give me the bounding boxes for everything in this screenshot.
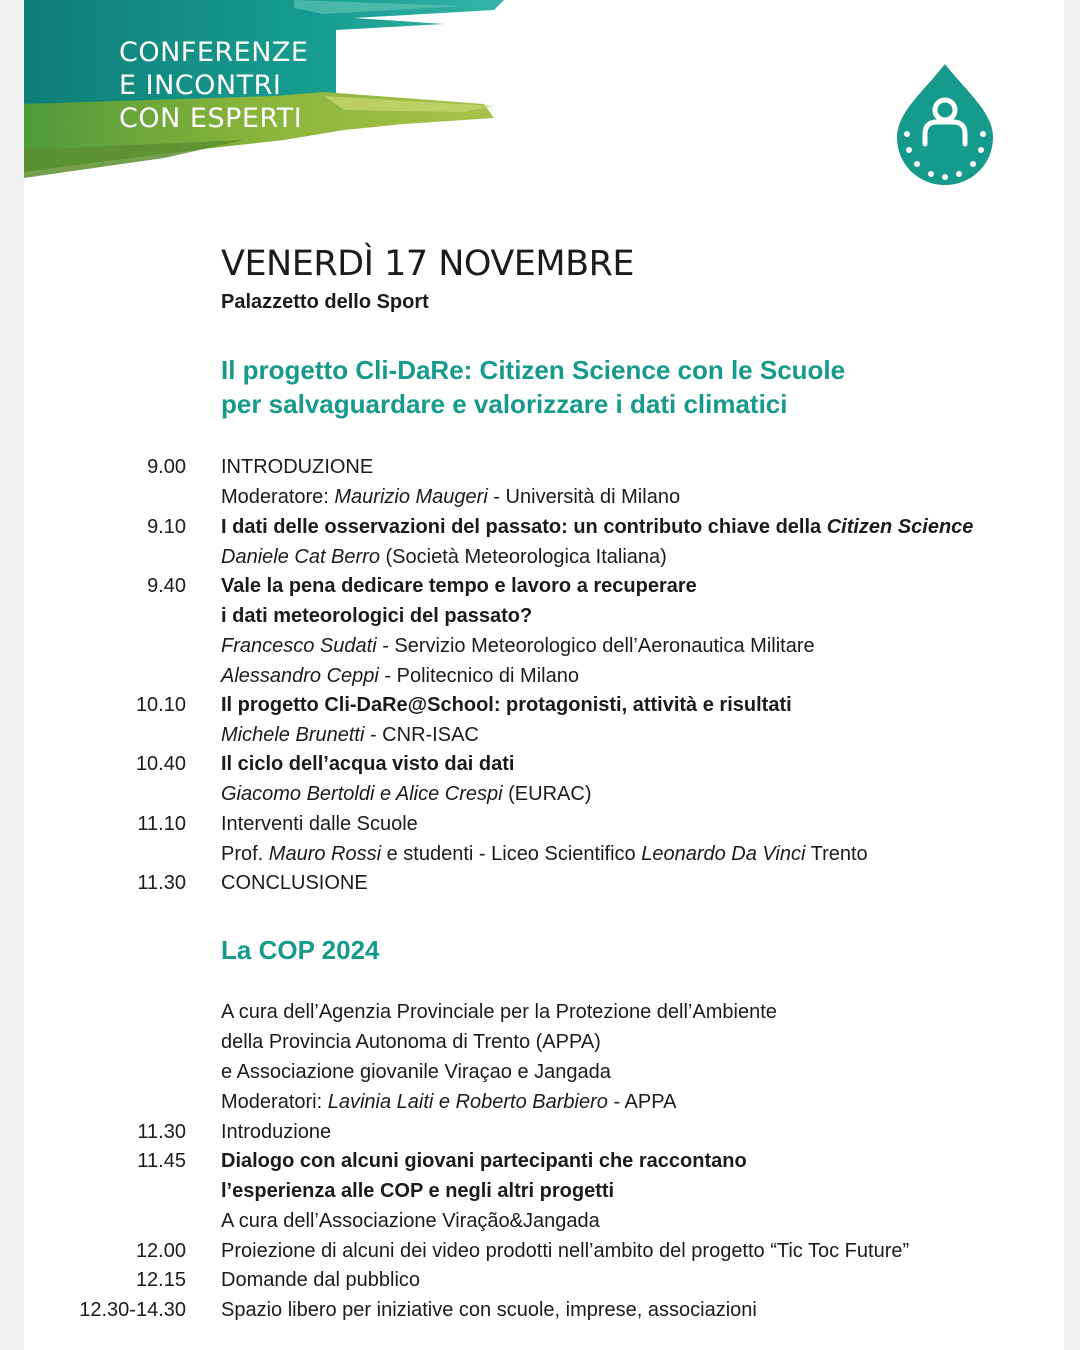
session-title: Dialogo con alcuni giovani partecipanti che raccontano — [221, 1150, 747, 1172]
moderator-line — [221, 1087, 676, 1117]
school-name: Leonardo Da Vinci — [641, 843, 806, 865]
speaker-org: - CNR-ISAC — [364, 724, 479, 746]
speaker-name: Francesco Sudati — [221, 635, 377, 657]
schedule-row — [0, 1295, 1060, 1325]
session-title: l’esperienza alle COP e negli altri progetti — [221, 1180, 615, 1202]
speaker-line — [221, 631, 815, 661]
speaker-org: (Società Meteorologica Italiana) — [379, 546, 667, 568]
speaker-org: e studenti - Liceo Scientifico — [381, 843, 642, 865]
session-title — [221, 512, 973, 542]
speaker-line — [221, 779, 591, 809]
curated-text: e Associazione giovanile Viraçao e Jangada — [221, 1061, 611, 1083]
schedule-time: 9.00 — [147, 456, 186, 478]
speaker-org: - Politecnico di Milano — [378, 665, 579, 687]
schedule-time: 12.00 — [135, 1240, 186, 1262]
speaker-name: Daniele Cat Berro — [221, 546, 380, 568]
schedule-row — [0, 1117, 1060, 1147]
schedule-time: 9.40 — [147, 575, 186, 597]
schedule-row — [0, 1236, 1060, 1266]
schedule-row — [0, 1206, 1060, 1236]
schedule-time: 10.10 — [135, 694, 186, 716]
schedule-row — [0, 571, 1060, 601]
session-title: Proiezione di alcuni dei video prodotti nell’ambito del progetto “Tic Toc Future” — [221, 1240, 910, 1262]
moderator-org: - Università di Milano — [487, 486, 681, 508]
schedule-row — [0, 661, 1060, 691]
speaker-line — [221, 839, 868, 869]
schedule-row — [0, 542, 1060, 572]
section-title-cop: La COP 2024 — [221, 935, 380, 965]
banner-title-line: CON ESPERTI — [119, 103, 303, 134]
curated-text: della Provincia Autonoma di Trento (APPA) — [221, 1031, 601, 1053]
schedule-time: 11.10 — [137, 813, 186, 835]
session-title-text: I dati delle osservazioni del passato: un contributo chiave della — [221, 516, 827, 538]
section-title-line: per salvaguardare e valorizzare i dati climatici — [221, 389, 788, 419]
session-title: Interventi dalle Scuole — [221, 813, 418, 835]
schedule-time: 11.30 — [137, 1121, 186, 1143]
moderator-row — [0, 1087, 1060, 1117]
session-title-italic: Citizen Science — [826, 516, 974, 538]
schedule-row — [0, 868, 1060, 898]
session-title: Il ciclo dell’acqua visto dai dati — [221, 753, 515, 775]
session-title: Domande dal pubblico — [221, 1269, 421, 1291]
speaker-line — [221, 720, 479, 750]
moderator-org: - APPA — [607, 1091, 677, 1113]
speaker-org: - Servizio Meteorologico dell’Aeronautica Militare — [376, 635, 815, 657]
event-date-heading: VENERDÌ 17 NOVEMBRE — [221, 244, 635, 284]
banner-title-line: E INCONTRI — [119, 70, 282, 101]
schedule-row — [0, 749, 1060, 779]
session-title: CONCLUSIONE — [221, 872, 368, 894]
speaker-line — [221, 542, 667, 572]
banner-title — [119, 36, 308, 135]
curated-line — [0, 997, 1060, 1027]
speaker-org: (EURAC) — [502, 783, 592, 805]
schedule-time: 11.30 — [137, 872, 186, 894]
schedule-time: 12.30-14.30 — [79, 1299, 186, 1321]
moderator-name: Maurizio Maugeri — [334, 486, 488, 508]
curated-line — [0, 1027, 1060, 1057]
session-title: Introduzione — [221, 1121, 332, 1143]
schedule-row — [0, 631, 1060, 661]
schedule-row — [0, 452, 1060, 482]
speaker-name: Mauro Rossi — [268, 843, 382, 865]
schedule-row — [0, 809, 1060, 839]
moderator-line — [221, 482, 680, 512]
schedule-row — [0, 512, 1060, 542]
session-title: Vale la pena dedicare tempo e lavoro a recuperare — [221, 575, 697, 597]
speaker-prefix: Prof. — [221, 843, 269, 865]
schedule-time: 9.10 — [147, 516, 186, 538]
session-title: i dati meteorologici del passato? — [221, 605, 533, 627]
session-title: Spazio libero per iniziative con scuole, imprese, associazioni — [221, 1299, 757, 1321]
schedule-row — [0, 1146, 1060, 1176]
session-note: A cura dell’Associazione Viração&Jangada — [221, 1210, 600, 1232]
curated-text: A cura dell’Agenzia Provinciale per la Protezione dell’Ambiente — [221, 1001, 777, 1023]
session-title: INTRODUZIONE — [221, 456, 374, 478]
venue-label: Palazzetto dello Sport — [221, 291, 429, 313]
moderator-name: Lavinia Laiti e Roberto Barbiero — [327, 1091, 608, 1113]
speaker-name: Michele Brunetti — [221, 724, 365, 746]
curated-line — [0, 1057, 1060, 1087]
schedule-time: 10.40 — [135, 753, 186, 775]
schedule-time: 11.45 — [137, 1150, 186, 1172]
schedule-time: 12.15 — [135, 1269, 186, 1291]
page-margin-right — [1064, 0, 1080, 1350]
banner-title-line: CONFERENZE — [119, 37, 309, 68]
schedule-row — [0, 1176, 1060, 1206]
schedule-row — [0, 720, 1060, 750]
speaker-name: Giacomo Bertoldi e Alice Crespi — [221, 783, 503, 805]
schedule-row — [0, 839, 1060, 869]
schedule-row — [0, 1265, 1060, 1295]
schedule-row — [0, 482, 1060, 512]
schedule-row — [0, 779, 1060, 809]
person-drop-icon — [895, 62, 995, 186]
section-title-line: Il progetto Cli-DaRe: Citizen Science con le Scuole — [221, 355, 846, 385]
speaker-line — [221, 661, 579, 691]
header-banner — [24, 0, 504, 190]
schedule-row — [0, 690, 1060, 720]
session-title: Il progetto Cli-DaRe@School: protagonisti, attività e risultati — [221, 694, 792, 716]
schedule-row — [0, 601, 1060, 631]
speaker-name: Alessandro Ceppi — [221, 665, 379, 687]
moderator-label: Moderatori: — [221, 1091, 328, 1113]
school-city: Trento — [805, 843, 868, 865]
section-title-clidare — [221, 353, 845, 421]
moderator-label: Moderatore: — [221, 486, 335, 508]
